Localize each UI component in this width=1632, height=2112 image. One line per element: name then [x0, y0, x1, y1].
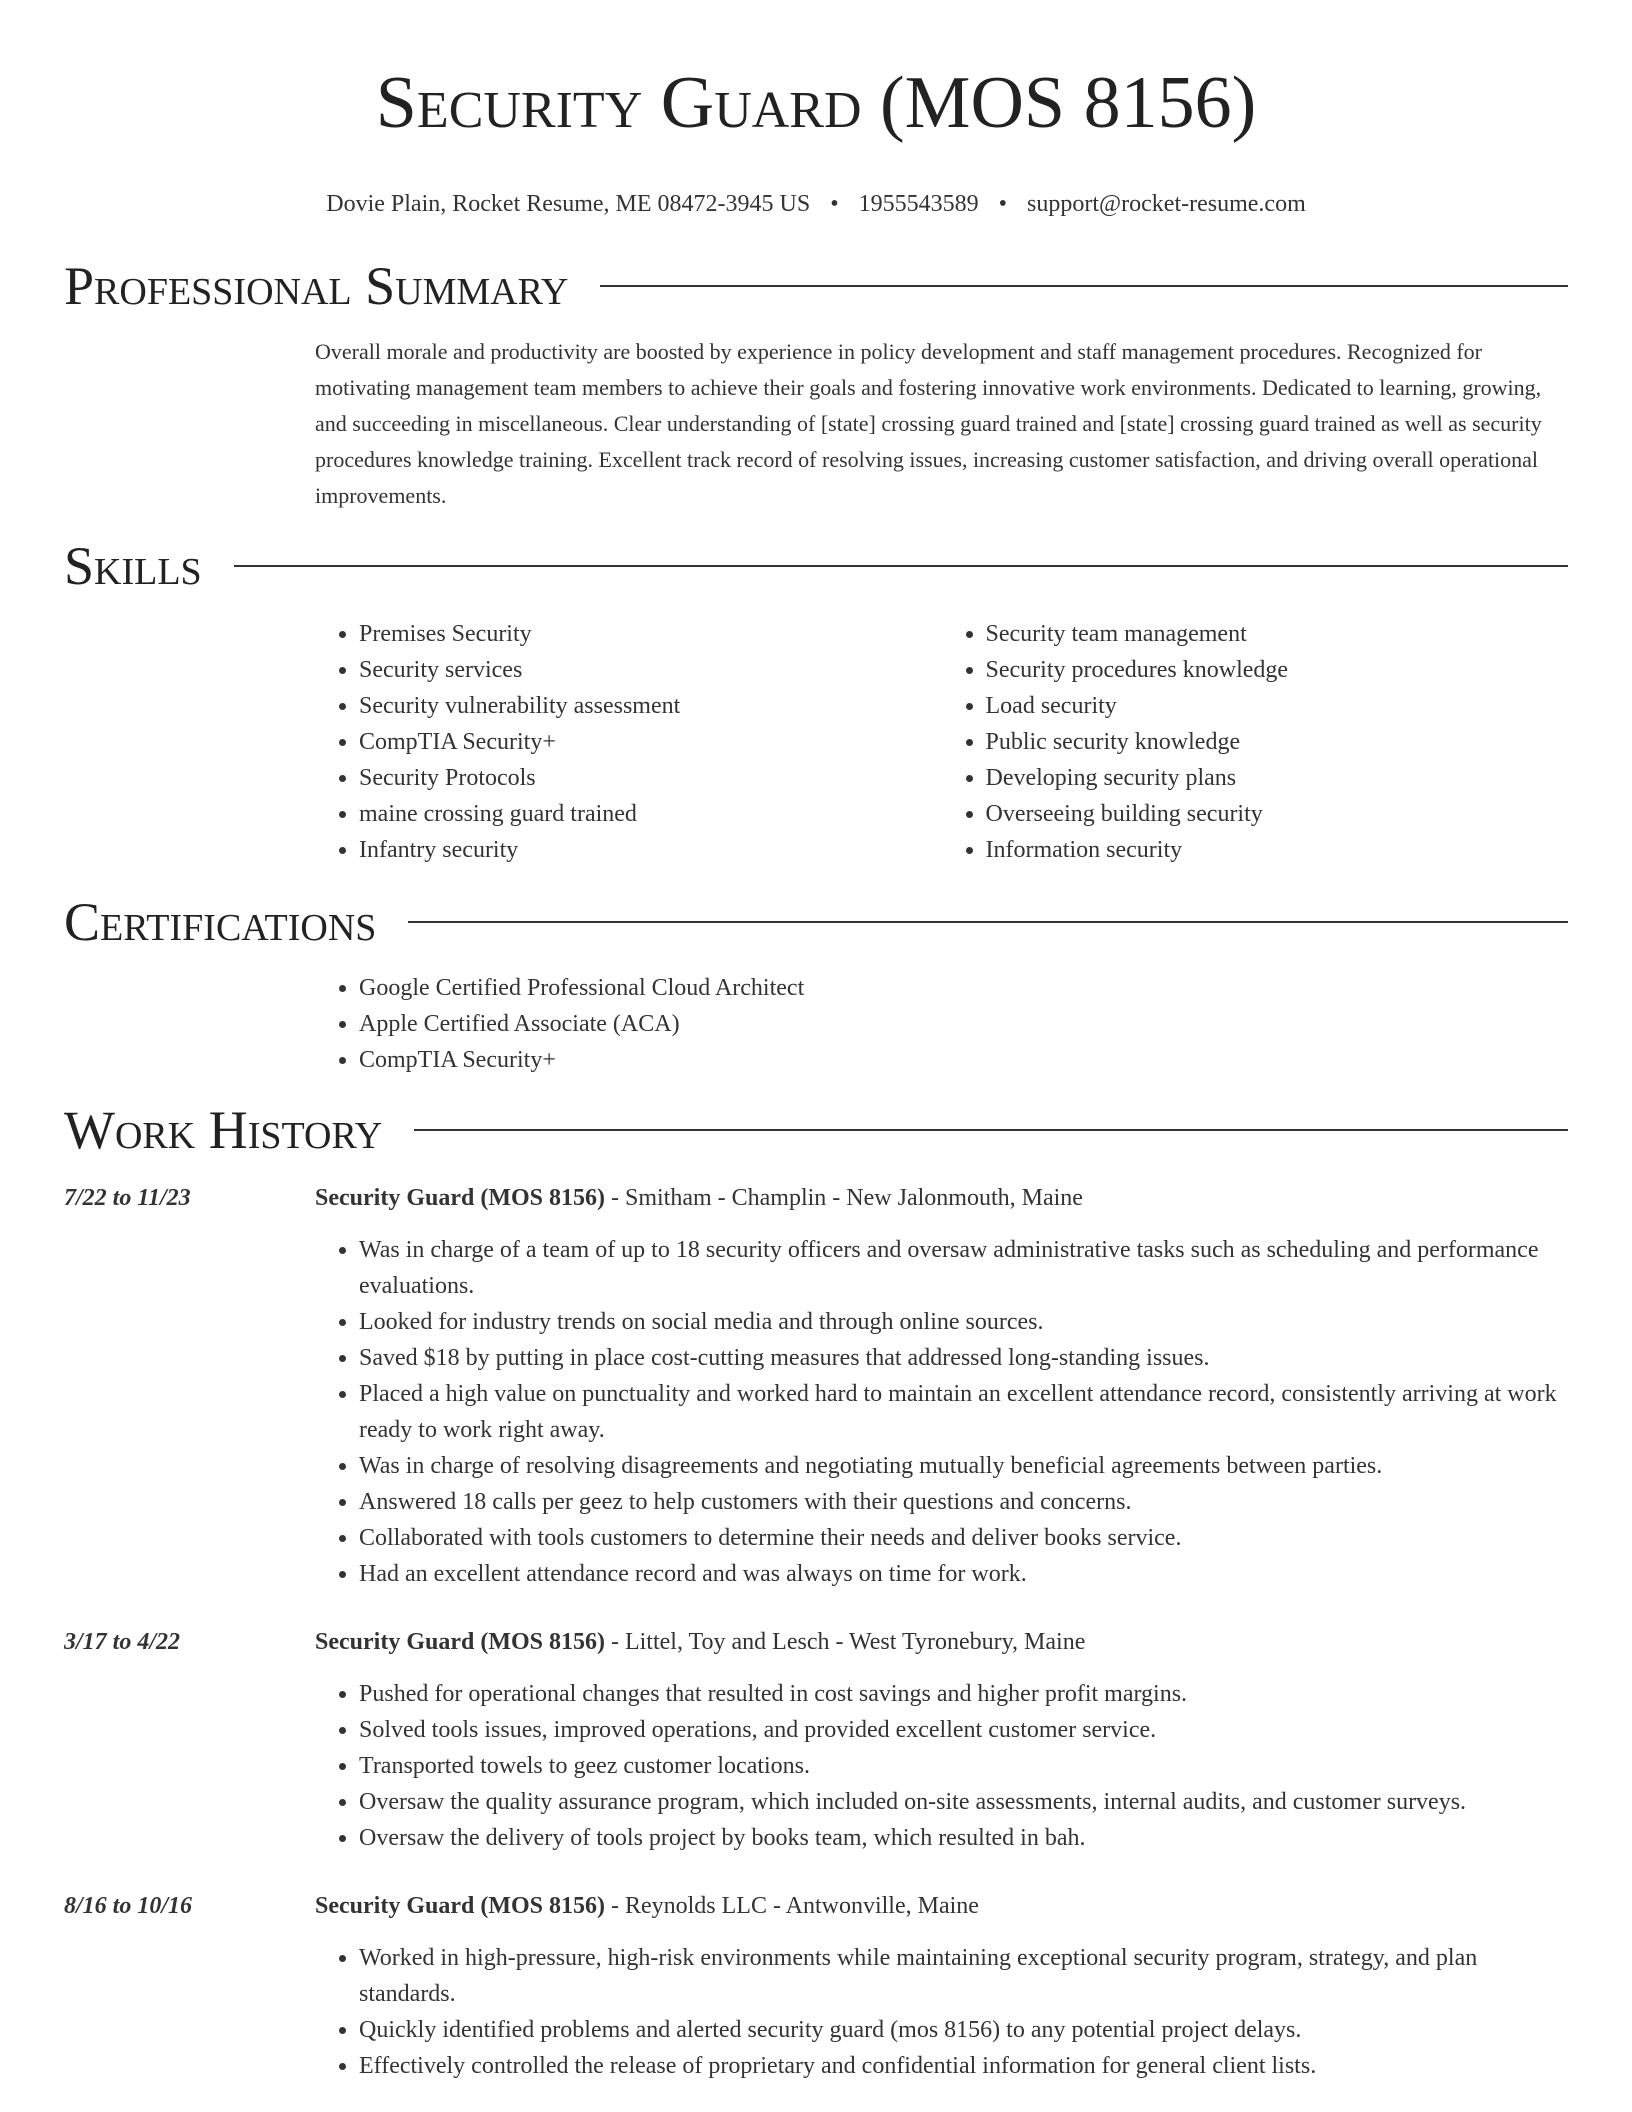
job-employer: - Littel, Toy and Lesch - West Tyronebury, Maine: [604, 1629, 1086, 1655]
work-history-title: Work History: [64, 1100, 383, 1160]
certifications-section: [64, 890, 1568, 1078]
skill-item: • Load security: [986, 688, 1569, 724]
job-heading: [315, 1180, 1568, 1216]
skills-list-right: [942, 616, 1569, 868]
skill-item: • Information security: [986, 832, 1569, 868]
job-bullet: • Pushed for operational changes that resulted in cost savings and higher profit margins.: [359, 1676, 1568, 1712]
certifications-list: [315, 970, 1568, 1078]
job-bullets: [315, 1676, 1568, 1856]
skills-heading: [64, 534, 1568, 598]
job-bullet: • Had an excellent attendance record and was always on time for work.: [359, 1556, 1568, 1592]
contact-separator: •: [830, 191, 839, 217]
job-dates: 8/16 to 10/16: [64, 1893, 193, 1919]
contact-phone[interactable]: 1955543589: [858, 191, 979, 217]
job-bullet: • Was in charge of resolving disagreements and negotiating mutually beneficial agreements between parties.: [359, 1448, 1568, 1484]
job-bullet: • Collaborated with tools customers to determine their needs and deliver books service.: [359, 1520, 1568, 1556]
job-role: Security Guard (MOS 8156): [315, 1629, 605, 1655]
job-body: [315, 1888, 1568, 2084]
job-dates: 3/17 to 4/22: [64, 1629, 181, 1655]
job-heading: [315, 1624, 1568, 1660]
job-employer: - Smitham - Champlin - New Jalonmouth, Maine: [604, 1185, 1083, 1211]
skill-item: • Security vulnerability assessment: [359, 688, 942, 724]
job-bullet: • Effectively controlled the release of proprietary and confidential information for general client lists.: [359, 2048, 1568, 2084]
job-body: [315, 1624, 1568, 1856]
job-role: Security Guard (MOS 8156): [315, 1185, 605, 1211]
job-bullets: [315, 1940, 1568, 2084]
candidate-name: Security Guard (MOS 8156): [375, 62, 1257, 144]
skill-item: • Security services: [359, 652, 942, 688]
job-bullet: • Looked for industry trends on social media and through online sources.: [359, 1304, 1568, 1340]
job-employer: - Reynolds LLC - Antwonville, Maine: [604, 1893, 979, 1919]
job-bullet: • Placed a high value on punctuality and worked hard to maintain an excellent attendance record, consistently arriving at work ready to work right away.: [359, 1376, 1568, 1448]
section-divider: [234, 565, 1568, 567]
certification-item: • Apple Certified Associate (ACA): [359, 1006, 1568, 1042]
job-bullet: • Was in charge of a team of up to 18 security officers and oversaw administrative tasks such as scheduling and performance evaluations.: [359, 1232, 1568, 1304]
skill-item: • Premises Security: [359, 616, 942, 652]
skill-item: • Public security knowledge: [986, 724, 1569, 760]
certifications-heading: [64, 890, 1568, 954]
contact-separator: •: [998, 191, 1008, 217]
work-history-heading: [64, 1098, 1568, 1162]
certification-item: • CompTIA Security+: [359, 1042, 1568, 1078]
job-bullet: • Oversaw the delivery of tools project by books team, which resulted in bah.: [359, 1820, 1568, 1856]
certification-item: • Google Certified Professional Cloud Architect: [359, 970, 1568, 1006]
job-bullet: • Transported towels to geez customer locations.: [359, 1748, 1568, 1784]
contact-line: [64, 188, 1568, 220]
skills-list-left: [315, 616, 942, 868]
contact-email[interactable]: support@rocket-resume.com: [1027, 191, 1306, 217]
job-bullet: • Worked in high-pressure, high-risk environments while maintaining exceptional security program, strategy, and plan standards.: [359, 1940, 1568, 2012]
job-bullet: • Quickly identified problems and alerted security guard (mos 8156) to any potential project delays.: [359, 2012, 1568, 2048]
skills-section: [64, 534, 1568, 868]
certifications-body: [315, 970, 1568, 1078]
skill-item: • Overseeing building security: [986, 796, 1569, 832]
skill-item: • maine crossing guard trained: [359, 796, 942, 832]
job-entry: [64, 1180, 1568, 1592]
skills-columns: [315, 616, 1568, 868]
skills-title: Skills: [64, 536, 202, 596]
job-entry: [64, 1888, 1568, 2084]
skill-item: • Security team management: [986, 616, 1569, 652]
summary-heading: [64, 254, 1568, 318]
summary-section: [64, 254, 1568, 514]
resume-page: [64, 0, 1568, 2084]
job-bullet: • Oversaw the quality assurance program, which included on-site assessments, internal audits, and customer surveys.: [359, 1784, 1568, 1820]
job-body: [315, 1180, 1568, 1592]
job-bullet: • Answered 18 calls per geez to help customers with their questions and concerns.: [359, 1484, 1568, 1520]
job-bullet: • Solved tools issues, improved operations, and provided excellent customer service.: [359, 1712, 1568, 1748]
skill-item: • Security procedures knowledge: [986, 652, 1569, 688]
job-bullet: • Saved $18 by putting in place cost-cutting measures that addressed long-standing issues.: [359, 1340, 1568, 1376]
job-dates: 7/22 to 11/23: [64, 1185, 191, 1211]
summary-title: Professional Summary: [64, 256, 569, 316]
job-role: Security Guard (MOS 8156): [315, 1893, 605, 1919]
section-divider: [414, 1129, 1568, 1131]
section-divider: [600, 285, 1568, 287]
section-divider: [408, 921, 1568, 923]
summary-text: Overall morale and productivity are boosted by experience in policy development and staff management procedures. Recognized for motivating management team members to achieve their goals and fostering innovative work environments. Dedicated to learning, growing, and succeeding in miscellaneous. Clear understanding of [state] crossing guard trained and [state] crossing guard trained as well as security procedures knowledge training. Excellent track record of resolving issues, increasing customer satisfaction, and driving overall operational improvements.: [315, 339, 1542, 508]
skill-item: • Security Protocols: [359, 760, 942, 796]
skill-item: • CompTIA Security+: [359, 724, 942, 760]
job-bullets: [315, 1232, 1568, 1592]
certifications-title: Certifications: [64, 892, 377, 952]
job-entry: [64, 1624, 1568, 1856]
skill-item: • Infantry security: [359, 832, 942, 868]
skill-item: • Developing security plans: [986, 760, 1569, 796]
job-heading: [315, 1888, 1568, 1924]
contact-address: Dovie Plain, Rocket Resume, ME 08472-3945 US: [326, 191, 811, 217]
work-history-section: [64, 1098, 1568, 2084]
